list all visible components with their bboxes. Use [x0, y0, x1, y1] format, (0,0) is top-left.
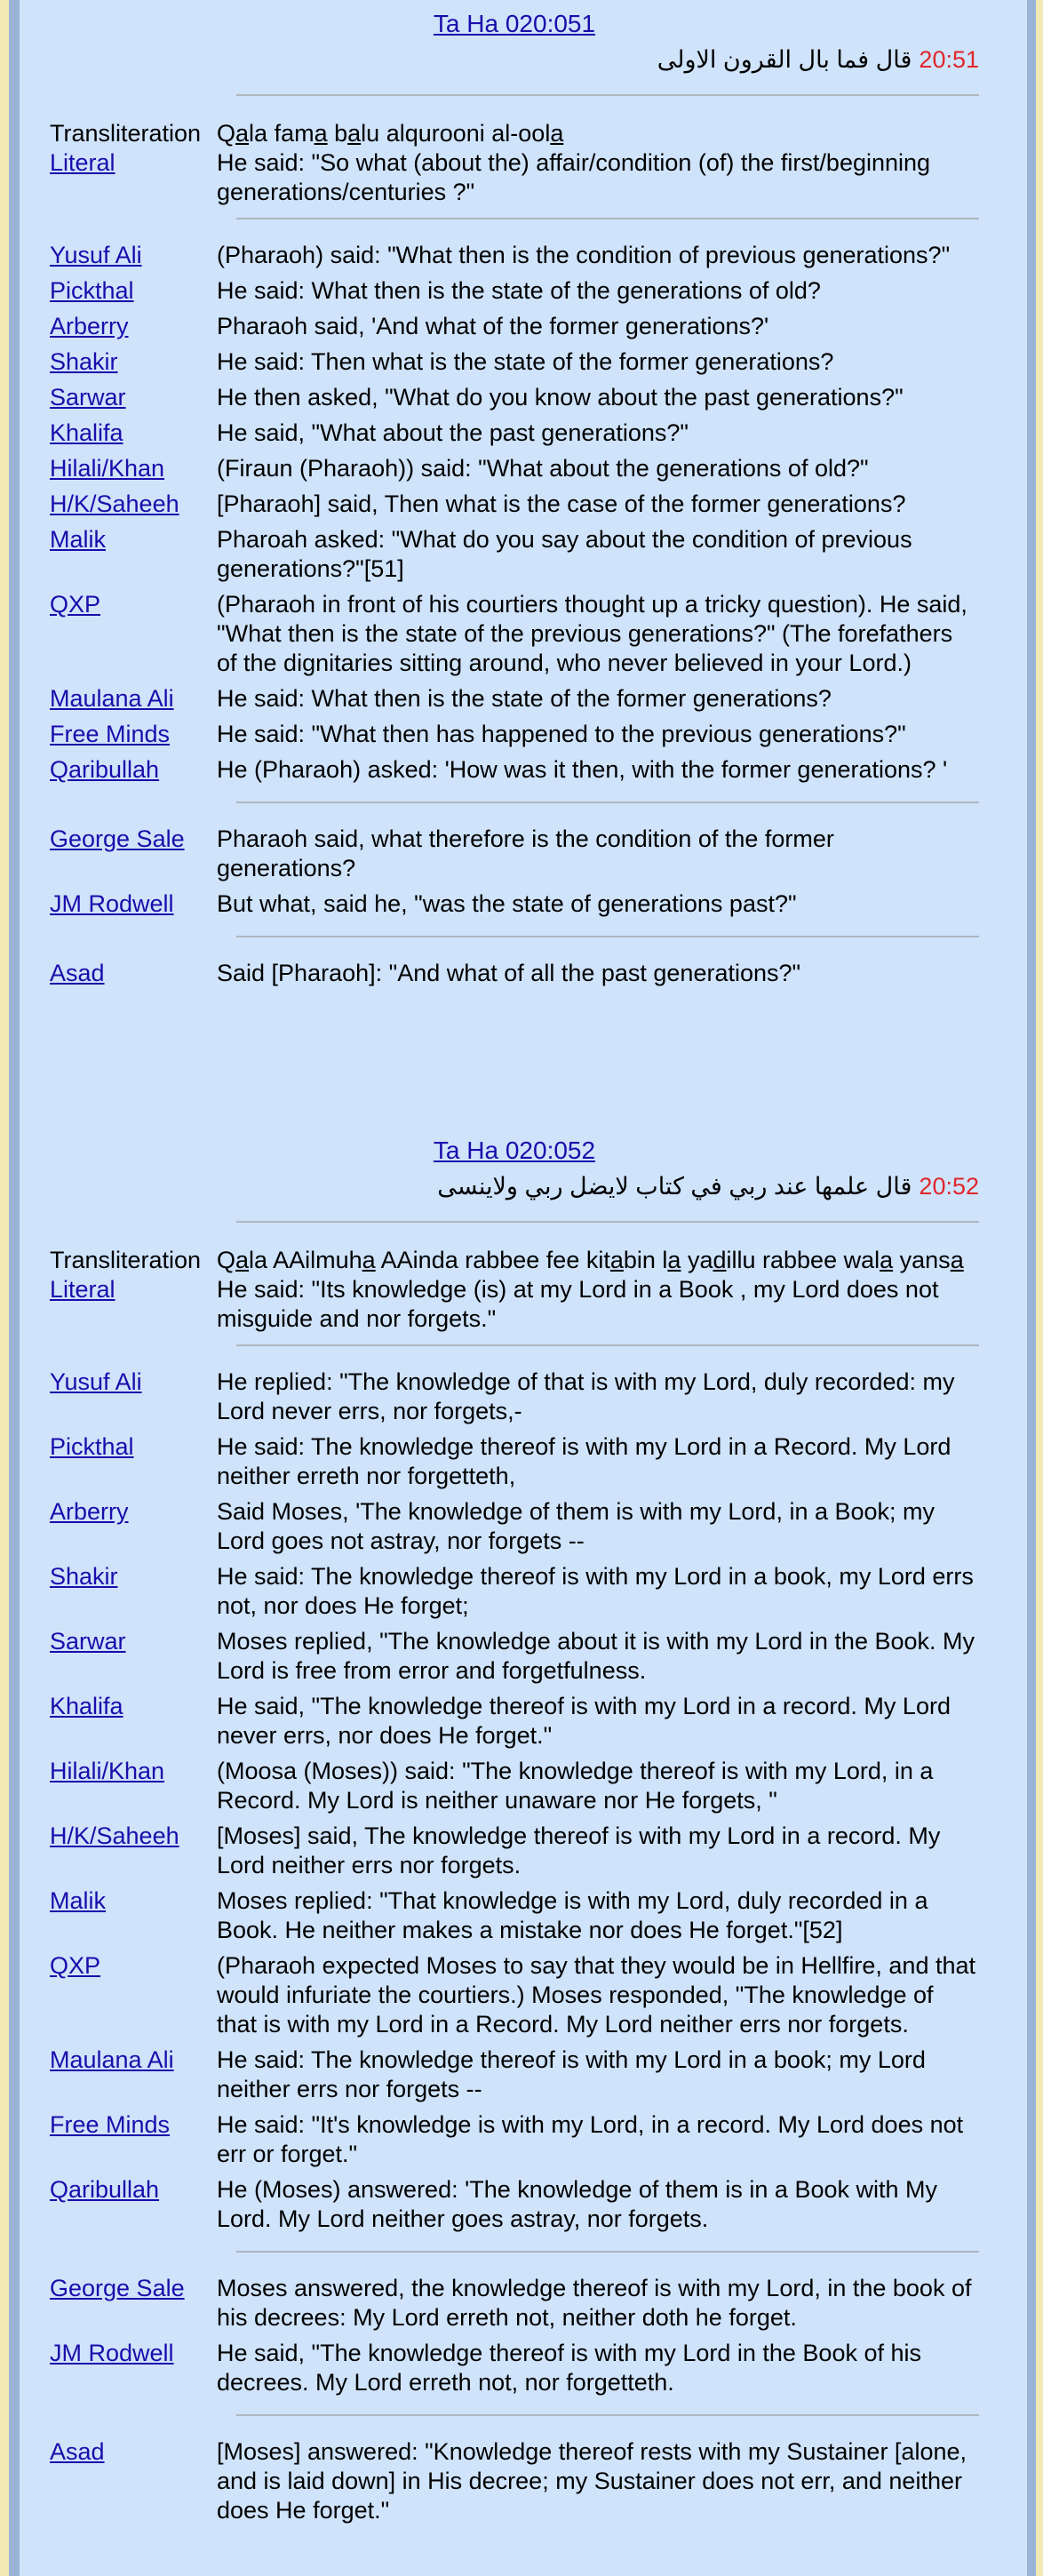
translation-row — [50, 959, 979, 988]
separator — [236, 1344, 979, 1346]
arabic-text: قال فما بال القرون الاولى — [657, 46, 912, 73]
translation-text: He said: "It's knowledge is with my Lord, in a record. My Lord does not err or forget." — [217, 2111, 964, 2167]
translation-text: [Moses] answered: "Knowledge thereof rests with my Sustainer [alone, and is laid down] in His decree; my Sustainer does not err, and neither does He forget." — [217, 2438, 967, 2524]
transliteration-segment: a — [950, 1247, 964, 1273]
translation-row — [50, 276, 979, 306]
row-spacer-cell — [50, 1621, 979, 1627]
translation-row — [50, 2046, 979, 2104]
row-spacer-cell — [50, 1945, 979, 1951]
row-spacer-cell — [50, 2333, 979, 2339]
translator-cell — [50, 1692, 217, 1751]
row-spacer — [50, 1621, 979, 1627]
transliteration-row — [50, 1246, 979, 1275]
transliteration-text — [217, 119, 979, 148]
translation-text: He said, "The knowledge thereof is with my Lord in a record. My Lord never errs, nor does He forget." — [217, 1693, 951, 1749]
separator — [236, 2251, 979, 2253]
transliteration-segment: a — [667, 1247, 681, 1273]
translation-row — [50, 1562, 979, 1621]
row-spacer-cell — [50, 785, 979, 791]
verse-ref: 20:51 — [919, 46, 979, 73]
translator-link[interactable]: Asad — [50, 2438, 105, 2465]
translator-link[interactable]: Arberry — [50, 1498, 129, 1525]
row-spacer — [50, 785, 979, 791]
translator-cell — [50, 454, 217, 483]
translation-row — [50, 2339, 979, 2397]
row-spacer — [50, 448, 979, 454]
translation-row — [50, 1692, 979, 1751]
row-spacer-cell — [50, 448, 979, 454]
transliteration-segment: b — [327, 120, 348, 147]
translator-link[interactable]: Maulana Ali — [50, 685, 174, 712]
separator — [236, 94, 979, 96]
translation-row — [50, 825, 979, 883]
row-spacer — [50, 1426, 979, 1432]
translator-cell — [50, 2274, 217, 2333]
verse-ref: 20:52 — [919, 1173, 979, 1200]
translation-text: (Pharaoh expected Moses to say that they would be in Hellfire, and that would infuriate the courtiers.) Moses responded, "The knowledge of that is with my Lord in a Record. My Lord neither errs nor forgets. — [217, 1952, 975, 2038]
translation-text: Moses replied: "That knowledge is with my Lord, duly recorded in a Book. He neither makes a mistake nor does He forget."[52] — [217, 1887, 928, 1943]
translations-table — [50, 825, 979, 925]
translation-text: He said: "What then has happened to the previous generations?" — [217, 721, 906, 747]
row-spacer-cell — [50, 1556, 979, 1562]
translator-link[interactable]: Asad — [50, 960, 105, 986]
translation-text: He then asked, "What do you know about the past generations?" — [217, 384, 904, 411]
transliteration-segment: a — [235, 120, 250, 147]
translation-text: He said: Then what is the state of the former generations? — [217, 348, 834, 375]
translator-cell — [50, 825, 217, 883]
translation-row — [50, 755, 979, 785]
translator-cell — [50, 1757, 217, 1815]
translation-text: Pharoah asked: "What do you say about the condition of previous generations?"[51] — [217, 526, 912, 582]
row-spacer-cell — [50, 584, 979, 590]
translation-text: He replied: "The knowledge of that is with my Lord, duly recorded: my Lord never errs, nor forgets,- — [217, 1368, 955, 1424]
translator-link[interactable]: George Sale — [50, 825, 185, 852]
translator-link[interactable]: QXP — [50, 1952, 101, 1979]
translator-link[interactable]: Hilali/Khan — [50, 455, 165, 482]
row-spacer — [50, 2333, 979, 2339]
transliteration-segment: a — [235, 1247, 250, 1273]
transliteration-segment: d — [713, 1247, 727, 1273]
translator-link[interactable]: Sarwar — [50, 384, 126, 411]
transliteration-segment: ya — [681, 1247, 713, 1273]
translator-cell — [50, 1368, 217, 1426]
row-spacer — [50, 988, 979, 994]
translations-table — [50, 2437, 979, 2532]
row-spacer-cell — [50, 1815, 979, 1822]
row-spacer-cell — [50, 919, 979, 925]
translation-text: (Pharaoh in front of his courtiers thought up a tricky question). He said, "What then is the state of the previous generations?" (The forefathers of the dignitaries sitting around, who never believed in your Lord.) — [217, 591, 967, 676]
left-border — [0, 0, 9, 2576]
translation-row — [50, 720, 979, 749]
translation-row — [50, 590, 979, 678]
row-spacer-cell — [50, 1491, 979, 1497]
translator-link[interactable]: Khalifa — [50, 419, 123, 446]
translator-link[interactable]: Yusuf Ali — [50, 1368, 142, 1395]
row-spacer — [50, 714, 979, 720]
row-spacer — [50, 1880, 979, 1886]
row-spacer — [50, 2104, 979, 2110]
translation-row — [50, 2437, 979, 2525]
row-spacer — [50, 1686, 979, 1692]
transliteration-segment: a — [362, 1247, 376, 1273]
translation-text: Said [Pharaoh]: "And what of all the past generations?" — [217, 960, 801, 986]
row-spacer — [50, 2039, 979, 2046]
row-spacer — [50, 2397, 979, 2404]
translator-cell — [50, 525, 217, 584]
verse-section — [20, 1136, 1027, 2532]
translator-link[interactable]: Hilali/Khan — [50, 1758, 165, 1784]
translator-link-literal[interactable]: Literal — [50, 149, 115, 176]
translator-link[interactable]: Pickthal — [50, 1433, 134, 1460]
translation-text: He said: "Its knowledge (is) at my Lord in a Book , my Lord does not misguide and nor forgets." — [217, 1276, 939, 1332]
transliteration-segment: a — [550, 120, 564, 147]
translator-link[interactable]: George Sale — [50, 2275, 185, 2301]
translator-cell — [50, 959, 217, 988]
translator-cell — [50, 276, 217, 306]
translation-text: Said Moses, 'The knowledge of them is with my Lord, in a Book; my Lord goes not astray, nor forgets -- — [217, 1498, 936, 1554]
transliteration-segment: la AAilmuh — [249, 1247, 362, 1273]
transliteration-segment: a — [314, 120, 328, 147]
translation-text: Moses replied, "The knowledge about it is with my Lord in the Book. My Lord is free from error and forgetfulness. — [217, 1628, 975, 1684]
content-area — [20, 0, 1027, 2576]
row-spacer — [50, 1556, 979, 1562]
transliteration-label: Transliteration — [50, 120, 202, 147]
translation-row — [50, 525, 979, 584]
translator-cell — [50, 1497, 217, 1556]
left-border-inner — [9, 0, 20, 2576]
translation-row — [50, 1627, 979, 1686]
translator-link[interactable]: Free Minds — [50, 2111, 171, 2138]
row-spacer-cell — [50, 2525, 979, 2532]
translation-row — [50, 312, 979, 341]
transliteration-segment: illu rabbee wal — [726, 1247, 880, 1273]
translation-row — [50, 2274, 979, 2333]
row-spacer-cell — [50, 377, 979, 383]
separator — [236, 802, 979, 803]
separator — [236, 2414, 979, 2416]
translation-text: (Pharaoh) said: "What then is the condition of previous generations?" — [217, 242, 951, 268]
translator-cell — [50, 1951, 217, 2039]
translation-row — [50, 383, 979, 412]
row-spacer-cell — [50, 2234, 979, 2240]
translation-row — [50, 347, 979, 377]
translation-text: He said, "What about the past generations?" — [217, 419, 689, 446]
transliteration-segment: la fam — [249, 120, 314, 147]
translator-link[interactable]: Maulana Ali — [50, 2046, 174, 2073]
translations-table — [50, 241, 979, 791]
translator-cell — [50, 2110, 217, 2169]
translator-cell — [50, 2175, 217, 2234]
translator-link[interactable]: Qaribullah — [50, 2176, 160, 2203]
translator-cell — [50, 1627, 217, 1686]
translation-row — [50, 1822, 979, 1880]
translation-row — [50, 1951, 979, 2039]
translation-text: Moses answered, the knowledge thereof is with my Lord, in the book of his decrees: My Lord erreth not, neither doth he forget. — [217, 2275, 972, 2331]
row-spacer — [50, 377, 979, 383]
row-spacer-cell — [50, 412, 979, 419]
row-spacer — [50, 678, 979, 684]
verse-title — [50, 1136, 979, 1166]
transliteration-segment: bin l — [623, 1247, 668, 1273]
translator-cell — [50, 490, 217, 519]
translation-row — [50, 1368, 979, 1426]
row-spacer-cell — [50, 483, 979, 490]
translator-link[interactable]: H/K/Saheeh — [50, 490, 179, 517]
verse-title-link[interactable]: Ta Ha 020:052 — [433, 1136, 596, 1164]
transliteration-segment: lu alqurooni al-ool — [361, 120, 551, 147]
translator-link[interactable]: Khalifa — [50, 1693, 123, 1719]
row-spacer-cell — [50, 883, 979, 889]
arabic-verse — [50, 44, 979, 75]
row-spacer — [50, 2234, 979, 2240]
translation-text: He said: What then is the state of the former generations? — [217, 685, 832, 712]
translation-text: He said: "So what (about the) affair/condition (of) the first/beginning generations/centuries ?" — [217, 149, 931, 205]
transliteration-segment: Q — [217, 1247, 236, 1273]
row-spacer-cell — [50, 270, 979, 276]
translator-link[interactable]: Shakir — [50, 348, 118, 375]
right-border — [1036, 0, 1043, 2576]
translation-text: He (Pharaoh) asked: 'How was it then, with the former generations? ' — [217, 756, 948, 783]
row-spacer — [50, 749, 979, 755]
translation-row — [50, 1886, 979, 1945]
translator-link-literal[interactable]: Literal — [50, 1276, 115, 1303]
translator-link[interactable]: Yusuf Ali — [50, 242, 142, 268]
row-spacer-cell — [50, 1426, 979, 1432]
row-spacer — [50, 2525, 979, 2532]
translator-cell — [50, 590, 217, 678]
translation-text: But what, said he, "was the state of generations past?" — [217, 890, 797, 917]
row-spacer-cell — [50, 749, 979, 755]
translation-row — [50, 1497, 979, 1556]
row-spacer-cell — [50, 2397, 979, 2404]
translation-row — [50, 148, 979, 207]
translator-cell — [50, 1275, 217, 1334]
translations-table — [50, 2274, 979, 2404]
translation-row — [50, 1275, 979, 1334]
translation-text: He said: The knowledge thereof is with my Lord in a book, my Lord errs not, nor does He forget; — [217, 1563, 974, 1619]
translation-row — [50, 490, 979, 519]
translator-link[interactable]: JM Rodwell — [50, 890, 174, 917]
transliteration-label: Transliteration — [50, 1247, 202, 1273]
translator-cell — [50, 347, 217, 377]
translator-link[interactable]: Free Minds — [50, 721, 171, 747]
translation-text: He said: The knowledge thereof is with my Lord in a Record. My Lord neither erreth nor forgetteth, — [217, 1433, 951, 1489]
translation-row — [50, 2110, 979, 2169]
row-spacer-cell — [50, 678, 979, 684]
transliteration-text — [217, 1246, 979, 1275]
transliteration-segment: AAinda rabbee fee kit — [375, 1247, 610, 1273]
row-spacer — [50, 483, 979, 490]
row-spacer-cell — [50, 341, 979, 347]
translator-cell — [50, 720, 217, 749]
row-spacer-cell — [50, 519, 979, 525]
row-spacer-cell — [50, 2104, 979, 2110]
row-spacer-cell — [50, 306, 979, 312]
verse-title — [50, 9, 979, 39]
arabic-text: قال علمها عند ربي في كتاب لايضل ربي ولاينسى — [437, 1173, 912, 1200]
row-spacer — [50, 2169, 979, 2175]
translator-cell — [50, 383, 217, 412]
translator-link[interactable]: Malik — [50, 526, 107, 553]
row-spacer-cell — [50, 714, 979, 720]
row-spacer — [50, 306, 979, 312]
translator-cell — [50, 241, 217, 270]
translator-cell — [50, 1432, 217, 1491]
translator-cell — [50, 889, 217, 919]
row-spacer — [50, 1815, 979, 1822]
translator-cell — [50, 2339, 217, 2397]
arabic-verse — [50, 1171, 979, 1201]
row-spacer — [50, 1945, 979, 1951]
row-spacer — [50, 412, 979, 419]
row-spacer-cell — [50, 1751, 979, 1757]
translation-text: [Moses] said, The knowledge thereof is with my Lord in a record. My Lord neither errs nor forgets. — [217, 1822, 941, 1878]
translation-row — [50, 454, 979, 483]
transliteration-segment: a — [347, 120, 362, 147]
translation-row — [50, 684, 979, 714]
translations-table — [50, 1368, 979, 2240]
translator-cell — [50, 312, 217, 341]
row-spacer-cell — [50, 1880, 979, 1886]
translation-row — [50, 2175, 979, 2234]
row-spacer — [50, 584, 979, 590]
translator-cell — [50, 755, 217, 785]
separator — [236, 218, 979, 219]
row-spacer-cell — [50, 988, 979, 994]
transliteration-table — [50, 119, 979, 207]
transliteration-segment: Q — [217, 120, 236, 147]
translator-cell — [50, 2437, 217, 2525]
transliteration-segment: a — [880, 1247, 894, 1273]
translator-cell — [50, 2046, 217, 2104]
translator-cell — [50, 419, 217, 448]
right-border-inner — [1027, 0, 1036, 2576]
translator-cell — [50, 1886, 217, 1945]
separator — [236, 1221, 979, 1223]
row-spacer — [50, 919, 979, 925]
row-spacer-cell — [50, 2039, 979, 2046]
translation-text: Pharaoh said, 'And what of the former generations?' — [217, 313, 769, 339]
row-spacer — [50, 1491, 979, 1497]
translation-text: Pharaoh said, what therefore is the condition of the former generations? — [217, 825, 834, 881]
transliteration-row — [50, 119, 979, 148]
translation-row — [50, 1432, 979, 1491]
translator-link[interactable]: Malik — [50, 1887, 107, 1914]
translation-text: He (Moses) answered: 'The knowledge of them is in a Book with My Lord. My Lord neither goes astray, nor forgets. — [217, 2176, 938, 2232]
translator-link[interactable]: H/K/Saheeh — [50, 1822, 179, 1849]
translation-text: He said: The knowledge thereof is with my Lord in a book; my Lord neither errs nor forgets -- — [217, 2046, 926, 2102]
translator-link[interactable]: Sarwar — [50, 1628, 126, 1655]
separator — [236, 936, 979, 937]
verse-section — [20, 9, 1027, 994]
translator-cell — [50, 148, 217, 207]
translation-row — [50, 419, 979, 448]
translations-table — [50, 959, 979, 994]
row-spacer — [50, 519, 979, 525]
row-spacer — [50, 341, 979, 347]
translator-cell — [50, 1562, 217, 1621]
translator-link[interactable]: Arberry — [50, 313, 129, 339]
translator-link[interactable]: QXP — [50, 591, 101, 618]
row-spacer — [50, 883, 979, 889]
verse-title-link[interactable]: Ta Ha 020:051 — [433, 10, 596, 37]
translator-link[interactable]: Qaribullah — [50, 756, 160, 783]
row-spacer-cell — [50, 2169, 979, 2175]
translation-text: (Firaun (Pharaoh)) said: "What about the generations of old?" — [217, 455, 869, 482]
translation-row — [50, 889, 979, 919]
translation-row — [50, 241, 979, 270]
row-spacer-cell — [50, 1686, 979, 1692]
transliteration-segment: yans — [893, 1247, 951, 1273]
transliteration-segment: a — [609, 1247, 624, 1273]
translator-cell — [50, 1822, 217, 1880]
row-spacer — [50, 270, 979, 276]
translation-text: He said: What then is the state of the generations of old? — [217, 277, 821, 304]
transliteration-table — [50, 1246, 979, 1334]
row-spacer — [50, 1751, 979, 1757]
translator-link[interactable]: JM Rodwell — [50, 2340, 174, 2366]
translator-cell — [50, 684, 217, 714]
translation-text: [Pharaoh] said, Then what is the case of the former generations? — [217, 490, 906, 517]
translation-row — [50, 1757, 979, 1815]
translation-text: (Moosa (Moses)) said: "The knowledge thereof is with my Lord, in a Record. My Lord is neither unaware nor He forgets, " — [217, 1758, 934, 1814]
translator-link[interactable]: Shakir — [50, 1563, 118, 1590]
translation-text: He said, "The knowledge thereof is with my Lord in the Book of his decrees. My Lord erreth not, nor forgetteth. — [217, 2340, 921, 2396]
translator-link[interactable]: Pickthal — [50, 277, 134, 304]
